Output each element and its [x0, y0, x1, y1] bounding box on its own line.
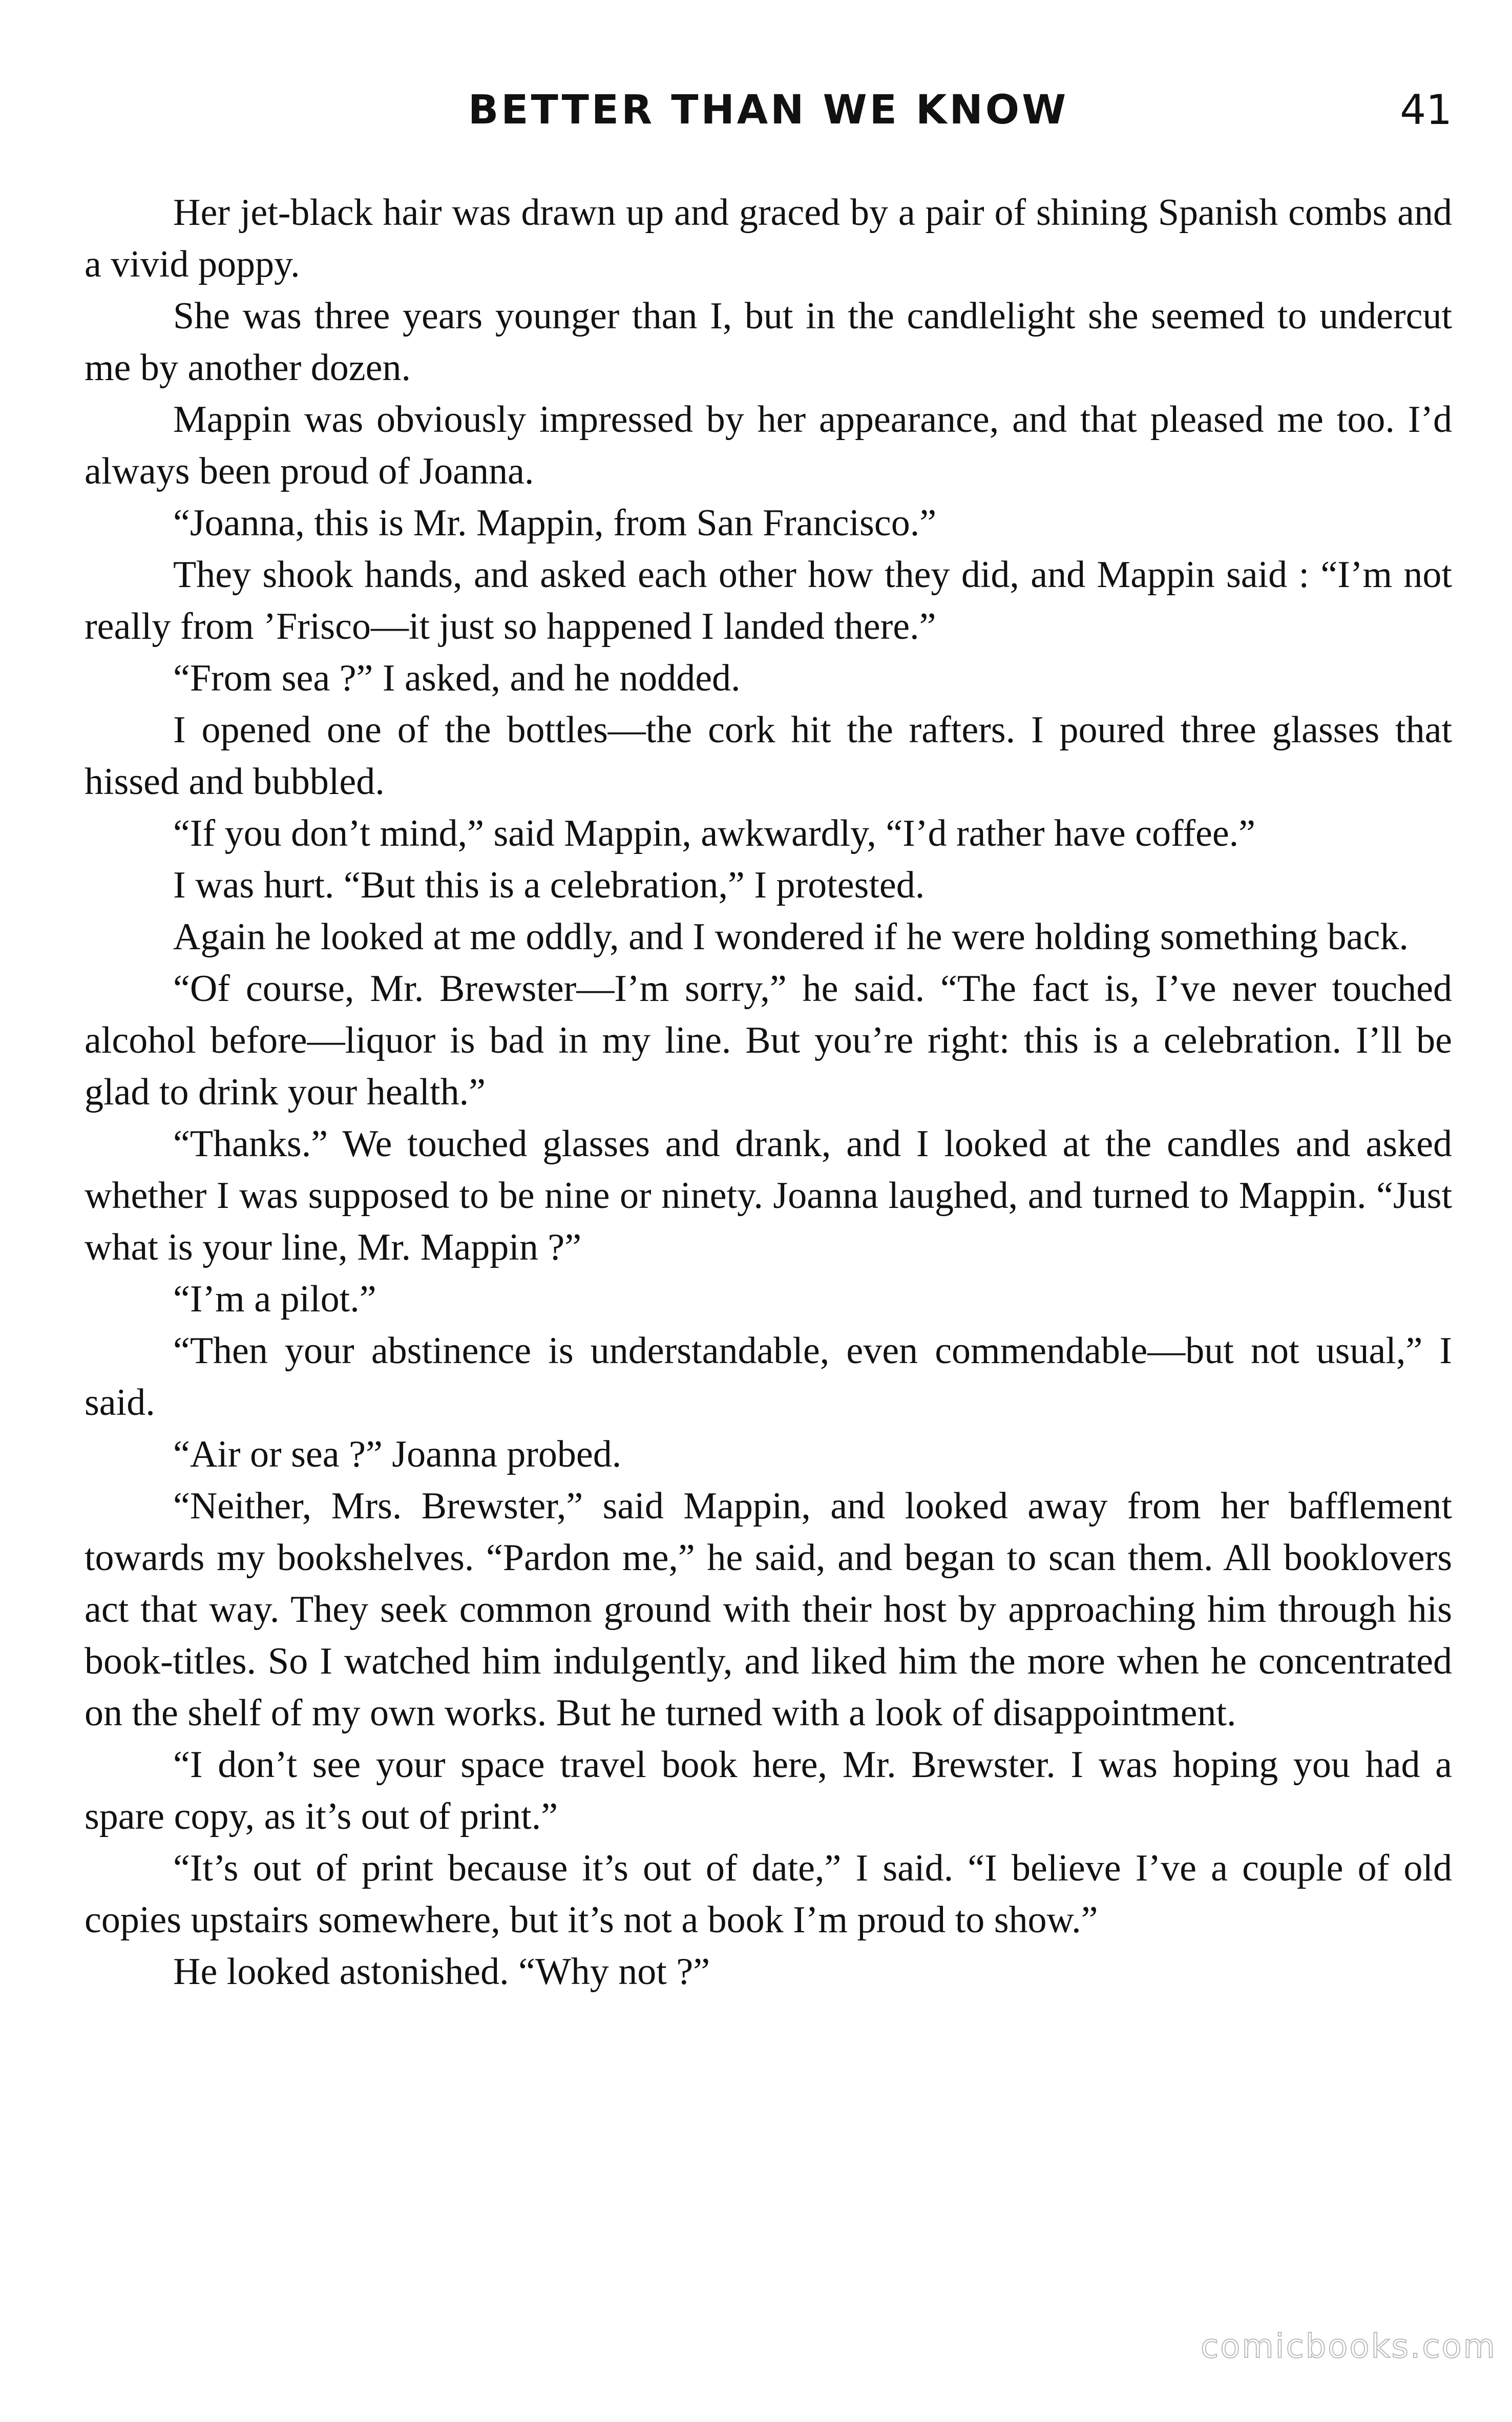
paragraph: Her jet-black hair was drawn up and graced by a pair of shining Spanish combs and a vivid poppy. [85, 192, 1452, 285]
body-text [85, 187, 1452, 1998]
paragraph: “I’m a pilot.” [173, 1278, 376, 1320]
watermark: comicbooks.com [1200, 2328, 1497, 2366]
paragraph: I opened one of the bottles—the cork hit the rafters. I poured three glasses that hissed and bubbled. [85, 709, 1452, 803]
paragraph: “Neither, Mrs. Brewster,” said Mappin, and looked away from her bafflement towards my bookshelves. “Pardon me,” he said, and began to scan them. All booklovers act that way. They seek common ground with their host by approaching him through his book-titles. So I watched him indulgently, and liked him the more when he concentrated on the shelf of my own works. But he turned with a look of disappointment. [85, 1485, 1452, 1734]
paragraph: Again he looked at me oddly, and I wondered if he were holding something back. [173, 916, 1409, 958]
paragraph: They shook hands, and asked each other how they did, and Mappin said : “I’m not really from ’Frisco—it just so happened I landed there.” [85, 554, 1452, 648]
paragraph: “Air or sea ?” Joanna probed. [173, 1433, 622, 1475]
paragraph: “I don’t see your space travel book here, Mr. Brewster. I was hoping you had a spare copy, as it’s out of print.” [85, 1744, 1452, 1838]
paragraph: “Of course, Mr. Brewster—I’m sorry,” he said. “The fact is, I’ve never touched alcohol before—liquor is bad in my line. But you’re right: this is a celebration. I’ll be glad to drink your health.” [85, 968, 1452, 1113]
paragraph: I was hurt. “But this is a celebration,” I protested. [173, 864, 925, 906]
paragraph: Mappin was obviously impressed by her appearance, and that pleased me too. I’d always been proud of Joanna. [85, 399, 1452, 492]
paragraph: “Thanks.” We touched glasses and drank, and I looked at the candles and asked whether I was supposed to be nine or ninety. Joanna laughed, and turned to Mappin. “Just what is your line, Mr. Mappin ?” [85, 1123, 1452, 1268]
paragraph: He looked astonished. “Why not ?” [173, 1951, 710, 1993]
paragraph: “From sea ?” I asked, and he nodded. [173, 657, 741, 699]
paragraph: “Joanna, this is Mr. Mappin, from San Francisco.” [173, 502, 937, 544]
paragraph: “If you don’t mind,” said Mappin, awkwardly, “I’d rather have coffee.” [173, 812, 1256, 854]
page-number: 41 [1400, 86, 1452, 134]
paragraph: She was three years younger than I, but in the candlelight she seemed to undercut me by another dozen. [85, 295, 1452, 389]
running-title: BETTER THAN WE KNOW [468, 87, 1069, 133]
paragraph: “It’s out of print because it’s out of date,” I said. “I believe I’ve a couple of old copies upstairs somewhere, but it’s not a book I’m proud to show.” [85, 1847, 1452, 1941]
running-head [85, 82, 1452, 138]
paragraph: “Then your abstinence is understandable, even commendable—but not usual,” I said. [85, 1330, 1452, 1424]
